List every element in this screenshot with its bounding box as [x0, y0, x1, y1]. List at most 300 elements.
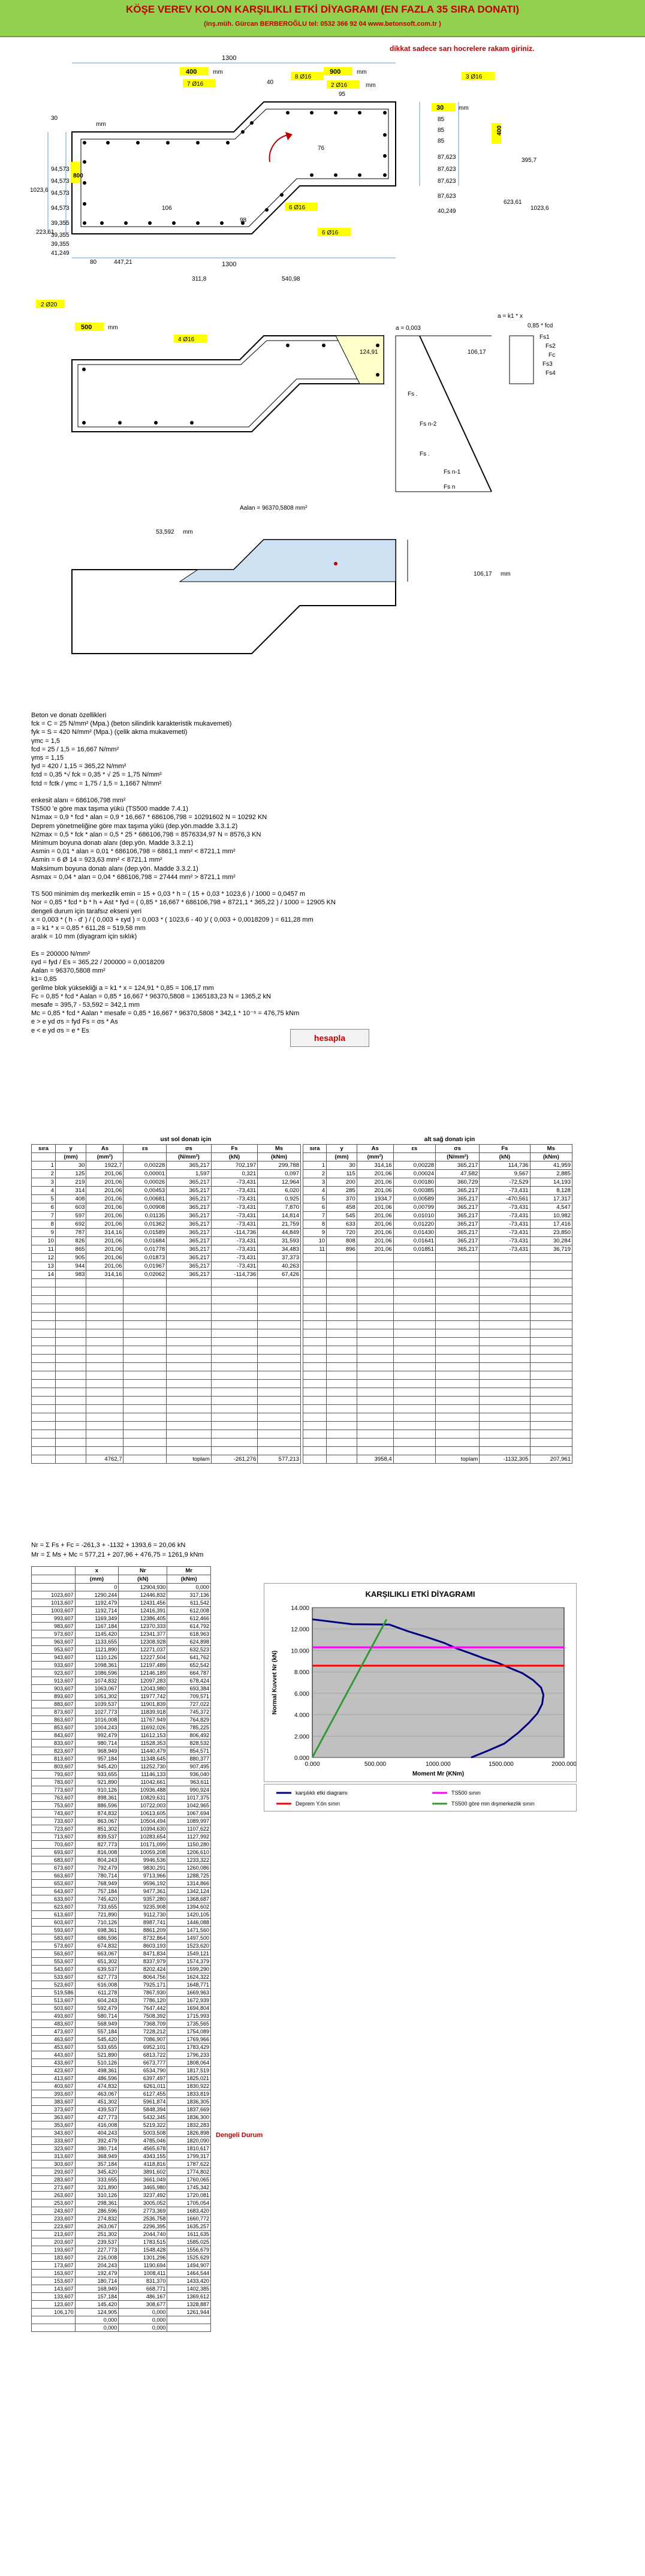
table-row [32, 1439, 301, 1447]
table-cell [327, 1338, 357, 1346]
table-cell: 12227,504 [119, 1654, 167, 1662]
table-cell: 0,000 [119, 2316, 167, 2324]
table-cell: 9235,908 [119, 1903, 167, 1911]
table-cell: 192,479 [75, 2270, 119, 2277]
table-cell: 9596,192 [119, 1880, 167, 1888]
table-cell [357, 1279, 393, 1287]
table-cell: 463,607 [32, 2036, 76, 2044]
table-row [32, 1447, 301, 1455]
table-cell [55, 1371, 86, 1380]
table-cell: 893,607 [32, 1693, 76, 1701]
table-cell: 1832,283 [167, 2121, 211, 2129]
table-cell: 293,607 [32, 2168, 76, 2176]
table-cell [480, 1321, 530, 1329]
table-cell [123, 1388, 167, 1397]
table-cell: 4 [32, 1187, 56, 1195]
table-cell: 1760,065 [167, 2176, 211, 2184]
table-cell: 613,607 [32, 1911, 76, 1919]
table-row [303, 1313, 572, 1321]
table-cell: 314,16 [86, 1271, 123, 1279]
table-cell: 353,607 [32, 2121, 76, 2129]
table-cell: 392,479 [75, 2137, 119, 2145]
table-cell: 1004,243 [75, 1724, 119, 1732]
table-cell: 7508,392 [119, 2012, 167, 2020]
table-row [32, 2262, 211, 2270]
table-cell [480, 1262, 530, 1271]
table-cell [357, 1371, 393, 1380]
table-cell [258, 1363, 301, 1371]
table-cell [357, 1363, 393, 1371]
table-cell: 0,00228 [123, 1161, 167, 1170]
table-cell [436, 1371, 480, 1380]
table-cell [480, 1439, 530, 1447]
table-row [32, 1654, 211, 1662]
table-cell [211, 1355, 258, 1363]
table-row [32, 2160, 211, 2168]
table-cell [258, 1380, 301, 1388]
table-cell: 203,607 [32, 2238, 76, 2246]
summary-mr: Mr = Σ Ms + Mc = 577,21 + 207,96 + 476,75 = 1261,9 kNm [31, 1551, 204, 1558]
table-row [32, 1958, 211, 1966]
table-cell: 67,426 [258, 1271, 301, 1279]
table-cell: 34,483 [258, 1245, 301, 1254]
calc-line: Mc = 0,85 * fcd * Aalan * mesafe = 0,85 * 16,667 * 96370,5808 * 342,1 * 10⁻⁶ = 476,75 kNm [31, 1010, 300, 1018]
table-cell: 0,01967 [123, 1262, 167, 1271]
table-cell: 0,000 [75, 2324, 119, 2332]
table-cell: 1067,694 [167, 1810, 211, 1817]
y-tick-label: 12.000 [291, 1626, 309, 1633]
table-cell [167, 1388, 212, 1397]
page-subtitle: (inş.müh. Gürcan BERBEROĞLU tel: 0532 366 92 04 www.betonsoft.com.tr ) [204, 20, 441, 28]
table-cell: 614,792 [167, 1623, 211, 1630]
table-cell: 710,126 [75, 1919, 119, 1927]
table-cell: 865 [55, 1245, 86, 1254]
table-cell: 0,000 [167, 1584, 211, 1591]
table-row [32, 2168, 211, 2176]
table-cell: 36,719 [530, 1245, 572, 1254]
table-row [32, 2324, 211, 2332]
table-row [32, 2153, 211, 2160]
table-cell: -73,431 [211, 1178, 258, 1187]
table-row [303, 1405, 572, 1413]
table-cell: 313,607 [32, 2153, 76, 2160]
table-cell: 833,607 [32, 1740, 76, 1747]
table-cell: 1051,302 [75, 1693, 119, 1701]
table-cell [393, 1304, 435, 1313]
table-cell: 1624,322 [167, 1973, 211, 1981]
table-row [32, 1237, 301, 1245]
table-cell: 1023,607 [32, 1591, 76, 1599]
table-cell: 780,714 [75, 1872, 119, 1880]
table-cell: 2 [303, 1170, 327, 1178]
table-cell: 253,607 [32, 2199, 76, 2207]
table-cell [258, 1430, 301, 1439]
table-row [303, 1203, 572, 1212]
table-cell: 577,213 [258, 1455, 301, 1464]
table-row [32, 1966, 211, 1973]
table-cell [258, 1296, 301, 1304]
table-cell: 13 [32, 1262, 56, 1271]
table-cell: 1783,429 [167, 2044, 211, 2051]
table-cell [167, 1279, 212, 1287]
svg-text:mm: mm [357, 69, 367, 76]
table-cell: 317,136 [167, 1591, 211, 1599]
table-cell [86, 1439, 123, 1447]
table-cell [211, 1380, 258, 1388]
table-cell: 803,607 [32, 1763, 76, 1771]
table-cell [303, 1287, 327, 1296]
table-cell: 880,377 [167, 1755, 211, 1763]
table-cell: 17,416 [530, 1220, 572, 1229]
table-cell [123, 1346, 167, 1355]
table-cell [393, 1422, 435, 1430]
table-cell: 678,424 [167, 1677, 211, 1685]
table-cell [167, 1371, 212, 1380]
table-cell: 365,217 [436, 1212, 480, 1220]
table-cell: 1820,090 [167, 2137, 211, 2145]
svg-text:800: 800 [73, 173, 83, 179]
table-row [32, 1802, 211, 1810]
calc-line: fyk = S = 420 N/mm² (Mpa.) (çelik akma mukavemeti) [31, 729, 188, 736]
table-cell: 557,184 [75, 2028, 119, 2036]
table-cell [357, 1346, 393, 1355]
table-row [32, 1245, 301, 1254]
table-cell: 11 [303, 1245, 327, 1254]
table-cell [167, 1363, 212, 1371]
table-cell: 4762,7 [86, 1455, 123, 1464]
table-cell: 733,607 [32, 1817, 76, 1825]
table-cell [167, 1304, 212, 1313]
table-cell [530, 1346, 572, 1355]
table-cell: 8064,756 [119, 1973, 167, 1981]
table-cell [167, 1430, 212, 1439]
table-row [32, 1794, 211, 1802]
table-cell: 1669,963 [167, 1989, 211, 1997]
table-cell: -73,431 [211, 1245, 258, 1254]
table-cell: 0,00001 [123, 1170, 167, 1178]
table-cell: 896 [327, 1245, 357, 1254]
legend-label: TS500 göre min dışmerkezlik sınırı [451, 1801, 535, 1807]
table-cell [357, 1397, 393, 1405]
table-cell: 7867,930 [119, 1989, 167, 1997]
table-cell: 1 [32, 1161, 56, 1170]
table-cell [436, 1346, 480, 1355]
table-cell [530, 1279, 572, 1287]
table-cell: 0,01362 [123, 1220, 167, 1229]
table-cell [86, 1397, 123, 1405]
table-cell: 1107,622 [167, 1825, 211, 1833]
table-row [32, 1872, 211, 1880]
table-cell: 513,607 [32, 1997, 76, 2005]
table-cell: 1169,349 [75, 1615, 119, 1623]
table-cell [86, 1346, 123, 1355]
table-cell: 9,567 [480, 1170, 530, 1178]
table-cell [436, 1329, 480, 1338]
table-cell: 1288,725 [167, 1872, 211, 1880]
table-cell: 3237,492 [119, 2192, 167, 2199]
table-row [32, 1716, 211, 1724]
table-cell: 9357,280 [119, 1895, 167, 1903]
table-cell: 1074,832 [75, 1677, 119, 1685]
table-cell: 1471,560 [167, 1927, 211, 1934]
table-cell [123, 1321, 167, 1329]
table-row [32, 1584, 211, 1591]
table-cell: 365,217 [167, 1271, 212, 1279]
table-row [32, 2020, 211, 2028]
table-cell: 663,607 [32, 1872, 76, 1880]
table-cell [327, 1287, 357, 1296]
table-cell [55, 1355, 86, 1363]
legend-label: karşılıklı etki diagramı [296, 1790, 348, 1796]
table-cell: 1648,771 [167, 1981, 211, 1989]
table-cell: 1098,361 [75, 1662, 119, 1669]
table-cell [393, 1439, 435, 1447]
table-cell: 983,607 [32, 1623, 76, 1630]
table-cell: 907,495 [167, 1763, 211, 1771]
table-cell [86, 1338, 123, 1346]
table-cell: 721,890 [75, 1911, 119, 1919]
table-cell [86, 1405, 123, 1413]
table-cell [86, 1304, 123, 1313]
table-cell: 12446,832 [119, 1591, 167, 1599]
calc-line: fck = C = 25 N/mm² (Mpa.) (beton silindirik karakteristik mukavemeti) [31, 720, 232, 728]
table-cell: 498,361 [75, 2067, 119, 2075]
table-cell: 6127,455 [119, 2090, 167, 2098]
calc-line: Deprem yönetmeliğine göre max taşıma yükü (dep.yön.madde 3.3.1.2) [31, 822, 238, 830]
table-cell [357, 1287, 393, 1296]
table-cell: 1089,997 [167, 1817, 211, 1825]
table-cell: 543,607 [32, 1966, 76, 1973]
table-cell: 933,607 [32, 1662, 76, 1669]
svg-text:mm: mm [501, 571, 511, 577]
calc-line: e < e yd σs = e * Es [31, 1027, 89, 1034]
table-cell [327, 1413, 357, 1422]
table-cell: 1301,296 [119, 2254, 167, 2262]
table-cell: 474,832 [75, 2083, 119, 2090]
table-cell [357, 1355, 393, 1363]
table-cell: 1774,802 [167, 2168, 211, 2176]
table-row [303, 1371, 572, 1380]
table-cell: 7086,907 [119, 2036, 167, 2044]
table-cell [436, 1271, 480, 1279]
svg-text:395,7: 395,7 [522, 157, 537, 164]
table-cell [211, 1346, 258, 1355]
table-row [303, 1229, 572, 1237]
table-cell: 1787,622 [167, 2160, 211, 2168]
svg-text:Fs n: Fs n [444, 484, 456, 490]
table-cell: 633,607 [32, 1895, 76, 1903]
table-cell: 883,607 [32, 1701, 76, 1708]
x-tick-label: 0.000 [305, 1761, 320, 1768]
svg-text:mm: mm [108, 324, 118, 331]
calculate-button[interactable]: hesapla [290, 1029, 369, 1047]
table-cell: -73,431 [211, 1187, 258, 1195]
calc-line [31, 788, 451, 796]
table-cell: 7,870 [258, 1203, 301, 1212]
table-row [32, 1919, 211, 1927]
table-cell: 753,607 [32, 1802, 76, 1810]
table-cell: -73,431 [480, 1229, 530, 1237]
table-cell: 1464,544 [167, 2270, 211, 2277]
table-cell: 1783,515 [119, 2238, 167, 2246]
svg-text:106,17: 106,17 [474, 571, 492, 577]
table-cell: 905 [55, 1254, 86, 1262]
table-cell: 843,607 [32, 1732, 76, 1740]
table-cell [327, 1430, 357, 1439]
calc-line: Minimum boyuna donatı alanı (dep.yön. Madde 3.3.2.1) [31, 839, 194, 847]
table-cell [393, 1271, 435, 1279]
left-rebar-table [31, 1144, 301, 1464]
calc-line: Asmin = 6 Ø 14 = 923,63 mm² < 8721,1 mm² [31, 856, 162, 864]
table-cell: 4118,816 [119, 2160, 167, 2168]
table-cell [303, 1413, 327, 1422]
table-cell: 723,607 [32, 1825, 76, 1833]
table-cell [480, 1388, 530, 1397]
table-row [32, 1685, 211, 1693]
table-row [32, 2083, 211, 2090]
table-row [32, 2121, 211, 2129]
table-row [32, 2223, 211, 2231]
table-cell [123, 1371, 167, 1380]
table-cell: 365,217 [167, 1245, 212, 1254]
table-row [32, 2012, 211, 2020]
table-cell [211, 1363, 258, 1371]
table-cell: 1556,679 [167, 2246, 211, 2254]
table-row [303, 1346, 572, 1355]
table-cell: 115 [327, 1170, 357, 1178]
table-cell [86, 1296, 123, 1304]
svg-text:1023,6: 1023,6 [30, 187, 49, 194]
table-row [32, 2238, 211, 2246]
table-cell: 0,01641 [393, 1237, 435, 1245]
table-row [32, 1669, 211, 1677]
table-cell: 1290,244 [75, 1591, 119, 1599]
table-cell: 1402,385 [167, 2285, 211, 2293]
table-cell: 404,243 [75, 2129, 119, 2137]
table-cell: 903,607 [32, 1685, 76, 1693]
table-cell: 1494,907 [167, 2262, 211, 2270]
y-tick-label: 10.000 [291, 1648, 309, 1655]
table-cell [436, 1363, 480, 1371]
table-cell: 1261,944 [167, 2309, 211, 2316]
table-cell [32, 1388, 56, 1397]
table-cell [436, 1355, 480, 1363]
table-row [32, 2316, 211, 2324]
chart-svg [264, 1584, 576, 1781]
table-cell [211, 1397, 258, 1405]
table-cell: -261,276 [211, 1455, 258, 1464]
table-cell: 7647,442 [119, 2005, 167, 2012]
table-row [303, 1212, 572, 1220]
stirrup-outline [81, 109, 388, 227]
table-cell: 223,607 [32, 2223, 76, 2231]
table-cell: 12043,980 [119, 1685, 167, 1693]
table-cell [32, 1430, 56, 1439]
table-cell [303, 1380, 327, 1388]
table-cell [480, 1271, 530, 1279]
table-cell [530, 1405, 572, 1413]
table-cell: 8732,864 [119, 1934, 167, 1942]
table-cell: 4,547 [530, 1203, 572, 1212]
table-cell: 286,596 [75, 2207, 119, 2215]
table-cell [167, 1338, 212, 1346]
table-cell: 201,06 [357, 1212, 393, 1220]
table-row [32, 1195, 301, 1203]
table-cell: 0,00589 [393, 1195, 435, 1203]
table-row [32, 2199, 211, 2207]
table-cell: 0,00681 [123, 1195, 167, 1203]
table-cell: 2296,395 [119, 2223, 167, 2231]
table-cell [436, 1405, 480, 1413]
calc-line: Asmin = 0,01 * alan = 0,01 * 686106,798 = 6861,1 mm² < 8721,1 mm² [31, 848, 236, 856]
table-cell: 503,607 [32, 2005, 76, 2012]
table-cell: 308,677 [119, 2301, 167, 2309]
table-cell [480, 1313, 530, 1321]
table-cell: 0,01430 [393, 1229, 435, 1237]
table-cell: 693,607 [32, 1849, 76, 1856]
svg-text:Fs .: Fs . [420, 451, 430, 458]
table-row [32, 1778, 211, 1786]
table-cell: 157,184 [75, 2293, 119, 2301]
table-cell: 813,607 [32, 1755, 76, 1763]
table-cell [123, 1380, 167, 1388]
table-cell: 106,170 [32, 2309, 76, 2316]
table-row [32, 2005, 211, 2012]
table-row [32, 1623, 211, 1630]
table-cell [86, 1380, 123, 1388]
table-cell [211, 1430, 258, 1439]
table-cell: 11042,661 [119, 1778, 167, 1786]
table-cell: 1150,280 [167, 1841, 211, 1849]
table-cell: 573,607 [32, 1942, 76, 1950]
table-row [303, 1287, 572, 1296]
table-row [32, 1279, 301, 1287]
table-cell [55, 1287, 86, 1296]
rebar-dots [83, 111, 387, 225]
table-cell [86, 1329, 123, 1338]
svg-text:85: 85 [438, 127, 445, 134]
table-cell: 6261,011 [119, 2083, 167, 2090]
table-cell: 1016,008 [75, 1716, 119, 1724]
table-cell: -73,431 [211, 1262, 258, 1271]
table-row [32, 1397, 301, 1405]
table-cell: 668,771 [119, 2285, 167, 2293]
svg-text:87,623: 87,623 [438, 178, 456, 185]
table-cell: 14 [32, 1271, 56, 1279]
table-cell: 11252,730 [119, 1763, 167, 1771]
table-cell: 12416,391 [119, 1607, 167, 1615]
table-cell: 239,537 [75, 2238, 119, 2246]
table-cell: 1735,565 [167, 2020, 211, 2028]
table-cell: 370 [327, 1195, 357, 1203]
legend-svg [264, 1784, 576, 1811]
table-cell: 7 [32, 1212, 56, 1220]
table-row [32, 2309, 211, 2316]
svg-text:a = k1 * x: a = k1 * x [498, 313, 523, 320]
table-cell: 486,167 [119, 2293, 167, 2301]
calc-line: Aalan = 96370,5808 mm² [31, 967, 106, 975]
table-cell [258, 1338, 301, 1346]
table-row [32, 1422, 301, 1430]
table-unit: (N/mm²) [167, 1153, 212, 1161]
table-cell: 1525,629 [167, 2254, 211, 2262]
table-row [32, 2246, 211, 2254]
table-cell: 5848,394 [119, 2106, 167, 2114]
table-cell [357, 1313, 393, 1321]
svg-text:4 Ø16: 4 Ø16 [178, 336, 195, 343]
table-row [32, 1701, 211, 1708]
calc-line [31, 941, 451, 949]
